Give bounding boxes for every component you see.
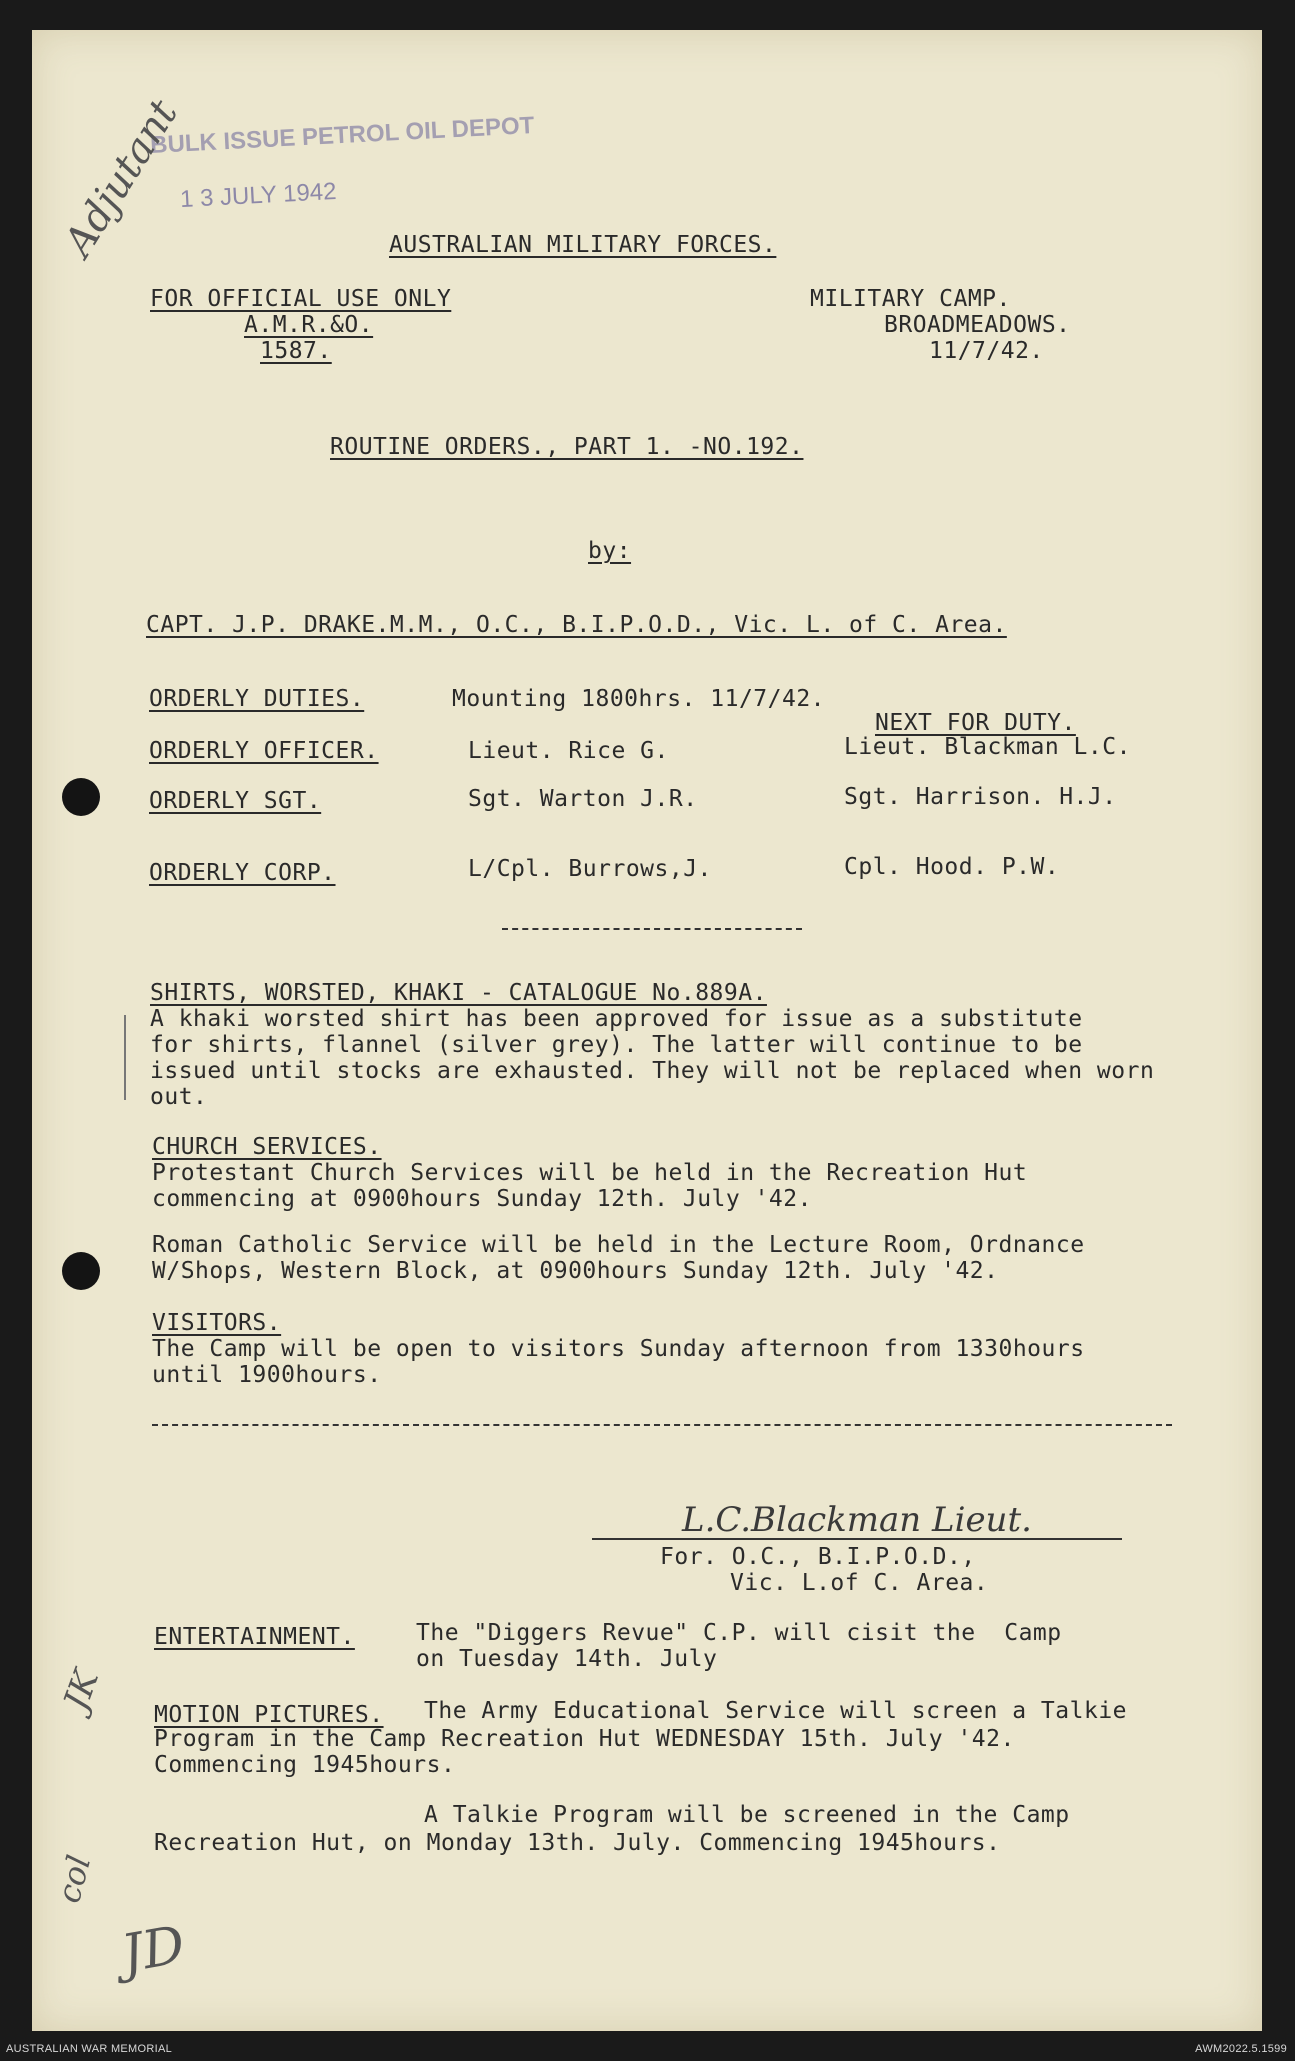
document-title: AUSTRALIAN MILITARY FORCES. <box>389 232 777 258</box>
orderly-corp-role: ORDERLY CORP. <box>149 860 336 886</box>
shirts-line-3: issued until stocks are exhausted. They will not be replaced when worn <box>150 1058 1155 1084</box>
church-p2-line-1: Roman Catholic Service will be held in the Lecture Room, Ordnance <box>152 1232 1085 1258</box>
amro-label: A.M.R.&O. <box>244 312 374 338</box>
church-heading: CHURCH SERVICES. <box>152 1134 382 1160</box>
church-p1-line-2: commencing at 0900hours Sunday 12th. July '42. <box>152 1186 812 1212</box>
motion-pictures-line-1: The Army Educational Service will screen a Talkie <box>424 1698 1128 1724</box>
section-divider-long <box>152 1424 1172 1426</box>
punch-hole-top <box>62 778 100 816</box>
document-page <box>32 30 1262 2031</box>
official-use-label: FOR OFFICIAL USE ONLY <box>150 286 452 312</box>
next-for-duty-heading: NEXT FOR DUTY. <box>875 710 1076 736</box>
shirts-line-2: for shirts, flannel (silver grey). The latter will continue to be <box>150 1032 1083 1058</box>
orders-title: ROUTINE ORDERS., PART 1. -NO.192. <box>330 434 804 460</box>
church-p1-line-1: Protestant Church Services will be held in the Recreation Hut <box>152 1160 1028 1186</box>
stamp-date: 1 3 JULY 1942 <box>179 177 338 214</box>
footer-institution: AUSTRALIAN WAR MEMORIAL <box>6 2043 173 2055</box>
visitors-line-2: until 1900hours. <box>152 1362 382 1388</box>
mounting-time: Mounting 1800hrs. 11/7/42. <box>452 686 826 712</box>
orderly-sgt-role: ORDERLY SGT. <box>149 788 322 814</box>
punch-hole-bottom <box>62 1252 100 1290</box>
motion-pictures-heading: MOTION PICTURES. <box>154 1702 384 1728</box>
signature: L.C.Blackman Lieut. <box>682 1500 1032 1540</box>
orderly-officer-next: Lieut. Blackman L.C. <box>844 734 1131 760</box>
footer-accession: AWM2022.5.1599 <box>1195 2043 1287 2055</box>
shirts-line-4: out. <box>150 1084 208 1110</box>
visitors-line-1: The Camp will be open to visitors Sunday afternoon from 1330hours <box>152 1336 1085 1362</box>
shirts-line-1: A khaki worsted shirt has been approved for issue as a substitute <box>150 1006 1083 1032</box>
handwritten-note-low: col <box>49 1851 99 1907</box>
handwritten-note-mid: JK <box>56 1664 107 1716</box>
signature-area: Vic. L.of C. Area. <box>730 1570 989 1596</box>
depot-stamp: BULK ISSUE PETROL OIL DEPOT <box>149 111 535 160</box>
camp-location: BROADMEADOWS. <box>884 312 1071 338</box>
orderly-sgt-current: Sgt. Warton J.R. <box>468 786 698 812</box>
margin-pencil-mark <box>124 1015 126 1100</box>
motion-pictures-p2-line-1: A Talkie Program will be screened in the Camp <box>424 1802 1070 1828</box>
amro-number: 1587. <box>260 338 332 364</box>
issuer-line: CAPT. J.P. DRAKE.M.M., O.C., B.I.P.O.D., Vic. L. of C. Area. <box>146 612 1007 638</box>
visitors-heading: VISITORS. <box>152 1310 282 1336</box>
camp-name: MILITARY CAMP. <box>810 286 1011 312</box>
orderly-corp-next: Cpl. Hood. P.W. <box>844 854 1060 880</box>
document-date: 11/7/42. <box>929 338 1044 364</box>
motion-pictures-line-2: Program in the Camp Recreation Hut WEDNESDAY 15th. July '42. <box>154 1726 1015 1752</box>
motion-pictures-line-3: Commencing 1945hours. <box>154 1752 456 1778</box>
handwritten-initials: JD <box>117 1915 190 1985</box>
orderly-officer-current: Lieut. Rice G. <box>468 738 669 764</box>
entertainment-line-2: on Tuesday 14th. July <box>416 1646 718 1672</box>
entertainment-heading: ENTERTAINMENT. <box>154 1624 355 1650</box>
motion-pictures-p2-line-2: Recreation Hut, on Monday 13th. July. Commencing 1945hours. <box>154 1830 1001 1856</box>
orderly-officer-role: ORDERLY OFFICER. <box>149 738 379 764</box>
orderly-sgt-next: Sgt. Harrison. H.J. <box>844 784 1117 810</box>
entertainment-line-1: The "Diggers Revue" C.P. will cisit the Camp <box>416 1620 1062 1646</box>
orderly-duties-heading: ORDERLY DUTIES. <box>149 686 365 712</box>
signature-line <box>592 1538 1122 1540</box>
by-label: by: <box>588 538 632 564</box>
handwritten-adjutant: Adjutant <box>55 91 187 265</box>
signature-for: For. O.C., B.I.P.O.D., <box>660 1544 976 1570</box>
orderly-corp-current: L/Cpl. Burrows,J. <box>468 856 712 882</box>
shirts-heading: SHIRTS, WORSTED, KHAKI - CATALOGUE No.889A. <box>150 980 767 1006</box>
section-divider-short <box>502 928 802 930</box>
church-p2-line-2: W/Shops, Western Block, at 0900hours Sunday 12th. July '42. <box>152 1258 999 1284</box>
